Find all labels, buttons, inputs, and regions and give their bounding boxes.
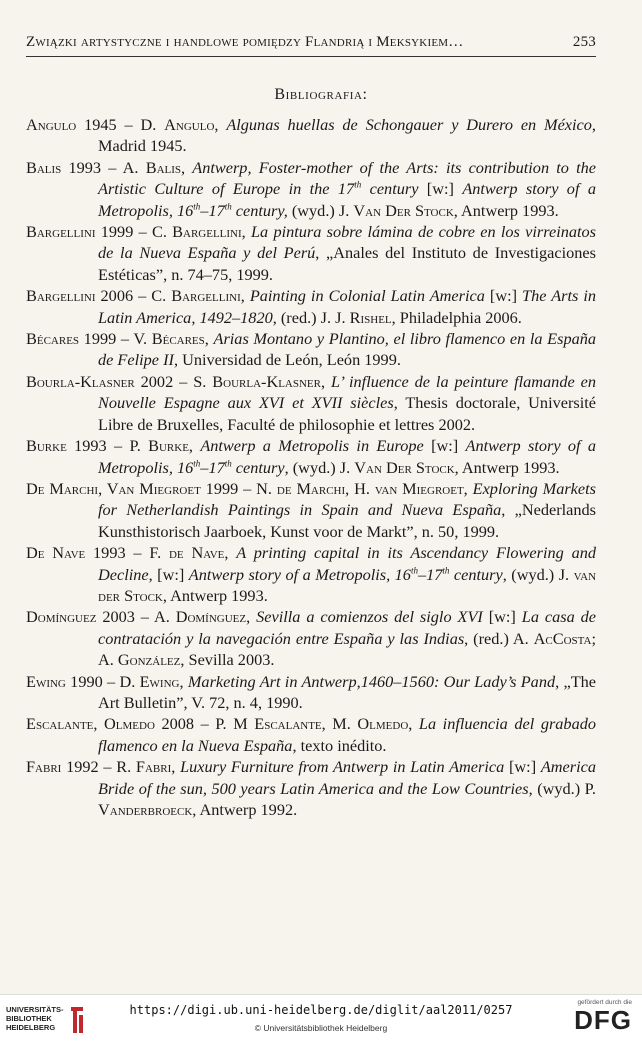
viewer-footer: [0, 994, 642, 1045]
permalink-url[interactable]: https://digi.ub.uni-heidelberg.de/diglit/aal2011/0257: [129, 1003, 513, 1017]
header-rule: [26, 56, 596, 57]
bibliography-entry: De Nave 1993 – F. de Nave, A printing capital in its Ascendancy Flowering and Decline, [w:] Antwerp story of a Metropolis, 16th–17th century, (wyd.) J. van der Stock, Antwerp 1993.: [26, 543, 597, 605]
library-logo-text: UNIVERSITÄTS- BIBLIOTHEK HEIDELBERG: [6, 1005, 64, 1032]
bibliography-entry: Ewing 1990 – D. Ewing, Marketing Art in Antwerp,1460–1560: Our Lady’s Pand, „The Art Bulletin”, V. 72, n. 4, 1990.: [26, 671, 597, 712]
section-title: Bibliografia:: [274, 86, 368, 103]
bibliography-list: [26, 114, 596, 820]
running-title: Związki artystyczne i handlowe pomiędzy Flandrią i Meksykiem…: [26, 34, 464, 50]
bibliography-entry: Bargellini 1999 – C. Bargellini, La pintura sobre lámina de cobre en los virreinatos de la Nueva España y del Perú, „Anales del Instituto de Investigaciones Estéticas”, n. 74–75, 1999.: [26, 222, 596, 284]
dfg-funded-by: gefördert durch die: [577, 999, 632, 1006]
bibliography-entry: Bargellini 2006 – C. Bargellini, Painting in Colonial Latin America [w:] The Arts in Latin America, 1492–1820, (red.) J. J. Rishel, Philadelphia 2006.: [26, 286, 597, 327]
bibliography-entry: De Marchi, Van Miegroet 1999 – N. de Marchi, H. van Miegroet, Exploring Markets for Netherlandish Paintings in Spain and Nueva España, „Nederlands Kunsthistorisch Jaarboek, Kunst voor de Markt”, n. 50, 1999.: [26, 478, 596, 541]
copyright-notice: © Universitätsbibliothek Heidelberg: [254, 1023, 388, 1033]
dfg-wordmark: DFG: [574, 1005, 632, 1035]
bibliography-entry: Domínguez 2003 – A. Domínguez, Sevilla a comienzos del siglo XVI [w:] La casa de contratación y la navegación entre España y las Indias, (red.) A. AcCosta; A. González, Sevilla 2003.: [26, 607, 596, 670]
running-header: [26, 34, 596, 51]
page-number: 253: [572, 34, 596, 50]
dfg-logo[interactable]: [562, 999, 632, 1039]
bibliography-entry: Bourla-Klasner 2002 – S. Bourla-Klasner, L’ influence de la peinture flamande en Nouvelle Espagne aux XVI et XVII siècles, Thesis doctorale, Université Libre de Bruxelles, Faculté de philosophie et lettres 2002.: [26, 371, 596, 434]
bibliography-entry: Escalante, Olmedo 2008 – P. M Escalante, M. Olmedo, La influencia del grabado flamenco en la Nueva España, texto inédito.: [26, 714, 596, 755]
bibliography-entry: Angulo 1945 – D. Angulo, Algunas huellas de Schongauer y Durero en México, Madrid 1945.: [26, 115, 596, 156]
bibliography-entry: Balis 1993 – A. Balis, Antwerp, Foster-mother of the Arts: its contribution to the Artistic Culture of Europe in the 17th century [w:] Antwerp story of a Metropolis, 16th–17th century, (wyd.) J. Van Der Stock, Antwerp 1993.: [26, 157, 597, 220]
bibliography-entry: Burke 1993 – P. Burke, Antwerp a Metropolis in Europe [w:] Antwerp story of a Metropolis, 16th–17th century, (wyd.) J. Van Der Stock, Antwerp 1993.: [26, 436, 597, 477]
bibliography-entry: Bécares 1999 – V. Bécares, Arias Montano y Plantino, el libro flamenco en la España de Felipe II, Universidad de León, León 1999.: [26, 329, 597, 370]
bibliography-entry: Fabri 1992 – R. Fabri, Luxury Furniture from Antwerp in Latin America [w:] America Bride of the sun, 500 years Latin America and the Low Countries, (wyd.) P. Vanderbroeck, Antwerp 1992.: [26, 757, 597, 819]
